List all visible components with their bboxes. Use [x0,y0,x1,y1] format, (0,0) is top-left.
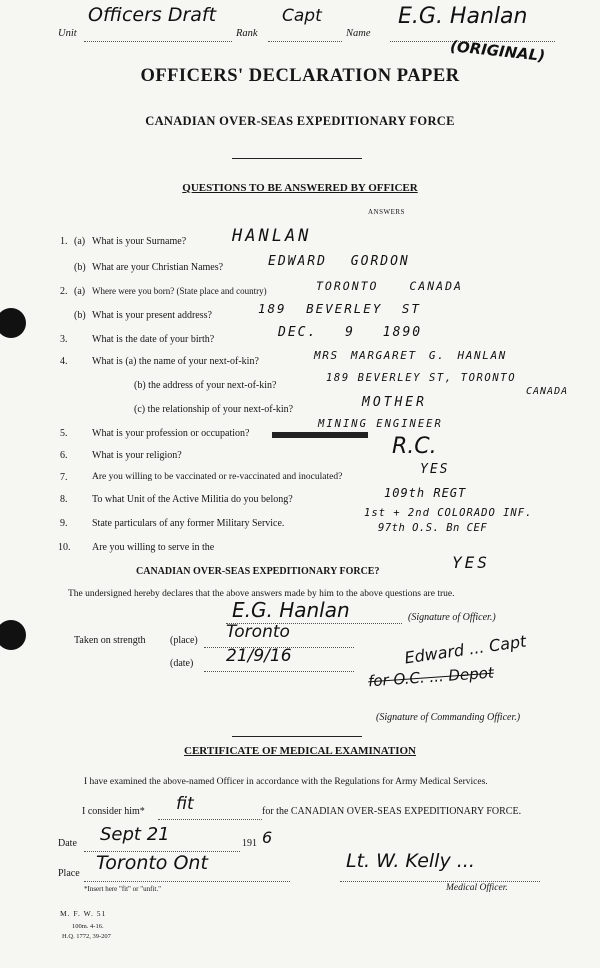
question-text: What is your profession or occupation? [92,428,250,439]
question-text: What is your Surname? [92,236,187,247]
medical-officer-label: Medical Officer. [446,883,508,893]
question-number: 9. [60,518,68,529]
original-stamp: (ORIGINAL) [449,37,546,65]
question-text: What is your religion? [92,450,182,461]
answer-birth-date: DEC. 9 1890 [278,325,423,340]
question-text: Where were you born? (State place and country) [92,286,267,296]
answer-willing-to-serve: YES [452,553,490,572]
answer-next-of-kin-relationship: MOTHER [362,395,427,410]
officer-signature: E.G. Hanlan [232,598,350,622]
unit-value: Officers Draft [88,4,217,26]
question-sub-label: (a) [74,286,86,297]
question-number: 1. [60,236,68,247]
question-number: 7. [60,472,68,483]
medical-officer-signature: Lt. W. Kelly ... [346,850,475,872]
unit-dotted-line [84,40,232,42]
answer-vaccination: YES [420,462,450,477]
medical-consider-suffix: for the CANADIAN OVER-SEAS EXPEDITIONARY FORCE. [262,806,522,817]
question-sub-label: (a) [74,236,86,247]
answer-next-of-kin-address-country: CANADA [526,386,569,397]
answer-present-address: 189 BEVERLEY ST [258,301,421,316]
medical-footnote: *Insert here "fit" or "unfit." [84,885,161,893]
question-text: (b) the address of your next-of-kin? [134,380,277,391]
place-value: Toronto [226,622,290,642]
title-divider [232,158,362,159]
question-sub-label: (b) [74,310,86,321]
question-text: What is (a) the name of your next-of-kin? [92,356,259,367]
medical-examined-text: I have examined the above-named Officer in accordance with the Regulations for Army Medical Services. [84,777,488,787]
declaration-text: The undersigned hereby declares that the above answers made by him to the above questions are true. [68,589,455,599]
date-value: 21/9/16 [226,646,292,666]
question-number: 4. [60,356,68,367]
medical-place-label: Place [58,868,80,879]
question-number: 2. [60,286,68,297]
medical-place-value: Toronto Ont [96,852,208,874]
medical-date-label: Date [58,838,77,849]
question-number: 10. [58,542,71,553]
rank-dotted-line [268,40,342,42]
section-divider [232,736,362,737]
medical-date-value: Sept 21 [100,824,170,845]
question-text: State particulars of any former Military Service. [92,518,285,529]
rank-label: Rank [236,28,258,39]
crossed-out-occupation [272,432,368,438]
question-text: What is the date of your birth? [92,334,215,345]
signature-officer-label: (Signature of Officer.) [408,612,496,623]
question-number: 5. [60,428,68,439]
answer-militia-unit: 109th REGT [384,486,467,500]
answer-occupation: MINING ENGINEER [318,418,443,430]
date-line [204,670,354,672]
questions-heading: QUESTIONS TO BE ANSWERED BY OFFICER [182,182,418,194]
medical-heading: CERTIFICATE OF MEDICAL EXAMINATION [184,745,416,757]
medical-place-line [84,880,290,882]
question-text: What are your Christian Names? [92,262,224,273]
answer-military-service: 1st + 2nd COLORADO INF. [364,507,533,519]
question-sub-label: (b) [74,262,86,273]
form-code-line2: 100m. 4-16. [72,923,104,930]
unit-label: Unit [58,28,77,39]
rank-value: Capt [282,6,322,26]
question-text: To what Unit of the Active Militia do you belong? [92,494,293,505]
answer-birthplace: TORONTO CANADA [316,279,463,293]
place-label: (place) [170,635,198,646]
punch-hole-bottom [0,620,26,650]
question-text: Are you willing to be vaccinated or re-vaccinated and inoculated? [92,472,343,482]
answers-label: ANSWERS [368,208,405,216]
date-label: (date) [170,658,194,669]
medical-year-digit: 6 [262,828,273,847]
medical-officer-signature-line [340,880,540,882]
page-subtitle: CANADIAN OVER-SEAS EXPEDITIONARY FORCE [145,114,455,128]
medical-consider-prefix: I consider him* [82,806,145,817]
question-text: What is your present address? [92,310,212,321]
medical-year-printed: 191 [242,838,257,849]
name-label: Name [346,28,371,39]
co-signature-line1: Edward ... Capt [403,631,528,668]
form-code-line3: H.Q. 1772, 39-207 [62,933,111,940]
answer-next-of-kin-address: 189 BEVERLEY ST, TORONTO [326,372,517,384]
q10-force-text: CANADIAN OVER-SEAS EXPEDITIONARY FORCE? [136,566,380,577]
form-code-line1: M. F. W. 51 [60,909,107,918]
answer-surname: HANLAN [232,226,312,246]
question-number: 8. [60,494,68,505]
answer-religion: R.C. [392,434,437,459]
medical-fit-value: fit [176,794,194,814]
question-number: 6. [60,450,68,461]
signature-co-label: (Signature of Commanding Officer.) [376,712,521,723]
answer-christian-names: EDWARD GORDON [268,254,410,269]
punch-hole-top [0,308,26,338]
name-value: E.G. Hanlan [398,4,528,29]
answer-military-service-extra: 97th O.S. Bn CEF [378,522,488,534]
page-title: OFFICERS' DECLARATION PAPER [140,66,460,86]
question-text: (c) the relationship of your next-of-kin? [134,404,294,415]
question-text: Are you willing to serve in the [92,542,215,553]
taken-on-strength-label: Taken on strength [74,635,146,646]
answer-next-of-kin-name: MRS MARGARET G. HANLAN [314,349,507,362]
question-number: 3. [60,334,68,345]
co-signature-line2: for O.C. ... Depot [367,663,495,691]
medical-fit-line [158,818,262,820]
